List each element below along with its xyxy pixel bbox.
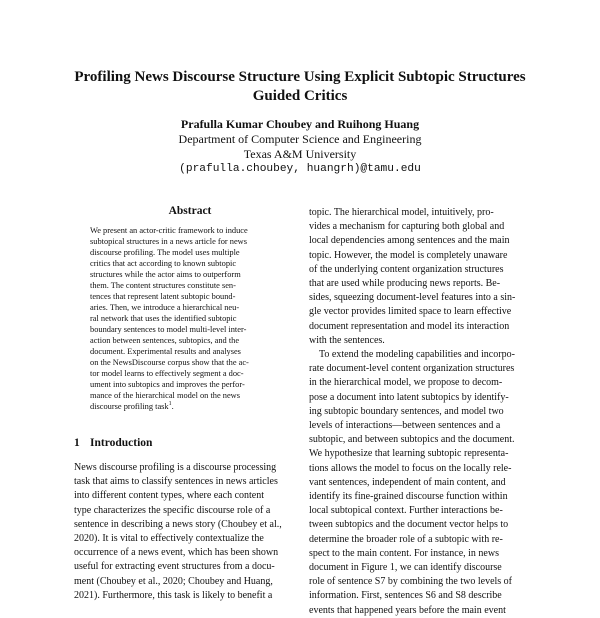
author-department: Department of Computer Science and Engineering (178, 132, 422, 146)
right-column-line: that are used while producing news reports. Be- (309, 278, 501, 289)
right-column-line: topic. However, the model is completely unaware (309, 249, 508, 261)
abstract-line: discourse profiling task$^1$. (90, 401, 174, 411)
right-column-line: identify its fine-grained discourse function within (309, 491, 508, 502)
right-column-line: tween subtopics and the document vector helps to (309, 519, 509, 531)
abstract-line: mance of the hierarchical model on the news (90, 391, 240, 400)
right-column-line: local subtopical context. Further interactions be- (309, 505, 503, 517)
right-column-line: events that happened years before the main event (309, 604, 506, 616)
right-column-line: of the underlying content organization structures (309, 263, 504, 275)
introduction-line: into different content types, where each content (74, 490, 265, 502)
section-number: 1 (74, 437, 80, 449)
introduction-line: task that aims to classify sentences in news articles (74, 476, 278, 488)
right-column-line: levels of interactions—between sentences and a (309, 420, 501, 431)
paper-title-continued: Guided Critics (252, 88, 348, 104)
right-column-line: spect to the main content. For instance, in news (309, 547, 499, 559)
introduction-line: occurrence of a news event, which has been shown (74, 547, 279, 559)
introduction-line: sentence in describing a news story (Choubey et al., (74, 518, 282, 530)
introduction-line: useful for extracting event structures from a docu- (74, 561, 275, 573)
right-column-line: tions allows the model to focus on the locally rele- (309, 462, 512, 474)
abstract-line: document. Experimental results and analyses (90, 347, 241, 356)
abstract-line: We present an actor-critic framework to induce (90, 226, 248, 235)
right-column-line: document representation and model its interaction (309, 320, 510, 332)
right-column-line: determine the broader role of a subtopic with re- (309, 533, 503, 545)
right-column-line: document in Figure 1, we can identify discourse (309, 562, 502, 573)
author-email: (prafulla.choubey, huangrh)@tamu.edu (179, 163, 421, 175)
footnote-marker[interactable]: 1 (168, 401, 172, 408)
right-column-line: rate document-level content organization structures (309, 363, 515, 375)
abstract-line: tences that represent latent subtopic bound- (90, 292, 236, 301)
right-column-line: role of sentence S7 by combining the two levels of (309, 576, 513, 588)
abstract-line: ument into subtopics and improves the perfor- (90, 380, 245, 389)
section-title: Introduction (90, 437, 153, 449)
introduction-line: News discourse profiling is a discourse processing (74, 462, 277, 473)
introduction-line: ment (Choubey et al., 2020; Choubey and Huang, (74, 575, 273, 587)
right-column-line: information. First, sentences S6 and S8 describe (309, 590, 502, 602)
introduction-line: 2020). It is vital to effectively contextualize the (74, 533, 264, 544)
introduction-heading (74, 437, 152, 449)
paper-title: Profiling News Discourse Structure Using Explicit Subtopic Structures (74, 69, 526, 85)
abstract-line: action between sentences, subtopics, and the (90, 336, 240, 345)
abstract-heading: Abstract (168, 205, 212, 217)
right-column-line: vant sentences, independent of main content, and (309, 476, 506, 488)
abstract-line: boundary sentences to model multi-level inter- (90, 325, 247, 334)
right-column-line: topic. The hierarchical model, intuitively, pro- (309, 207, 494, 218)
right-column-line: with the sentences. (309, 334, 385, 346)
abstract-line: tor model learns to effectively segment a doc- (90, 369, 244, 378)
right-column-line: gle vector provides limited space to learn effective (309, 306, 512, 318)
right-column-line: subtopic, and between subtopics and the document. (309, 434, 515, 446)
introduction-line: type characterizes the specific discourse role of a (74, 504, 271, 516)
abstract-line: subtopical structures in a news article for news (90, 237, 247, 246)
abstract-line: ral network that uses the identified subtopic (90, 314, 237, 323)
author-names: Prafulla Kumar Choubey and Ruihong Huang (180, 117, 420, 131)
introduction-line: 2021). Furthermore, this task is likely to benefit a (74, 589, 273, 601)
abstract-line: aries. Then, we introduce a hierarchical neu- (90, 303, 240, 312)
right-column-line: pose a document into latent subtopics by identify- (309, 391, 509, 403)
right-column-line: We hypothesize that learning subtopic representa- (309, 448, 509, 460)
abstract-line: on the NewsDiscourse corpus show that the ac- (90, 358, 249, 367)
abstract-line: them. The content structures constitute sen- (90, 281, 236, 290)
right-column-line: in the hierarchical model, we propose to decom- (309, 377, 503, 389)
right-column-line: local dependencies among sentences and the main (309, 235, 510, 247)
author-university: Texas A&M University (243, 147, 357, 161)
right-column-line: To extend the modeling capabilities and incorpo- (319, 349, 515, 360)
abstract-line: structures while the actor aims to outperform (90, 270, 241, 279)
right-column-line: ing subtopic boundary sentences, and model two (309, 405, 504, 417)
right-column-line: sides, squeezing document-level features into a sin- (309, 292, 516, 304)
right-column-line: vides a mechanism for capturing both global and (309, 221, 505, 233)
abstract-line: discourse profiling. The model uses multiple (90, 248, 240, 257)
abstract-line: critics that act according to known subtopic (90, 259, 237, 268)
